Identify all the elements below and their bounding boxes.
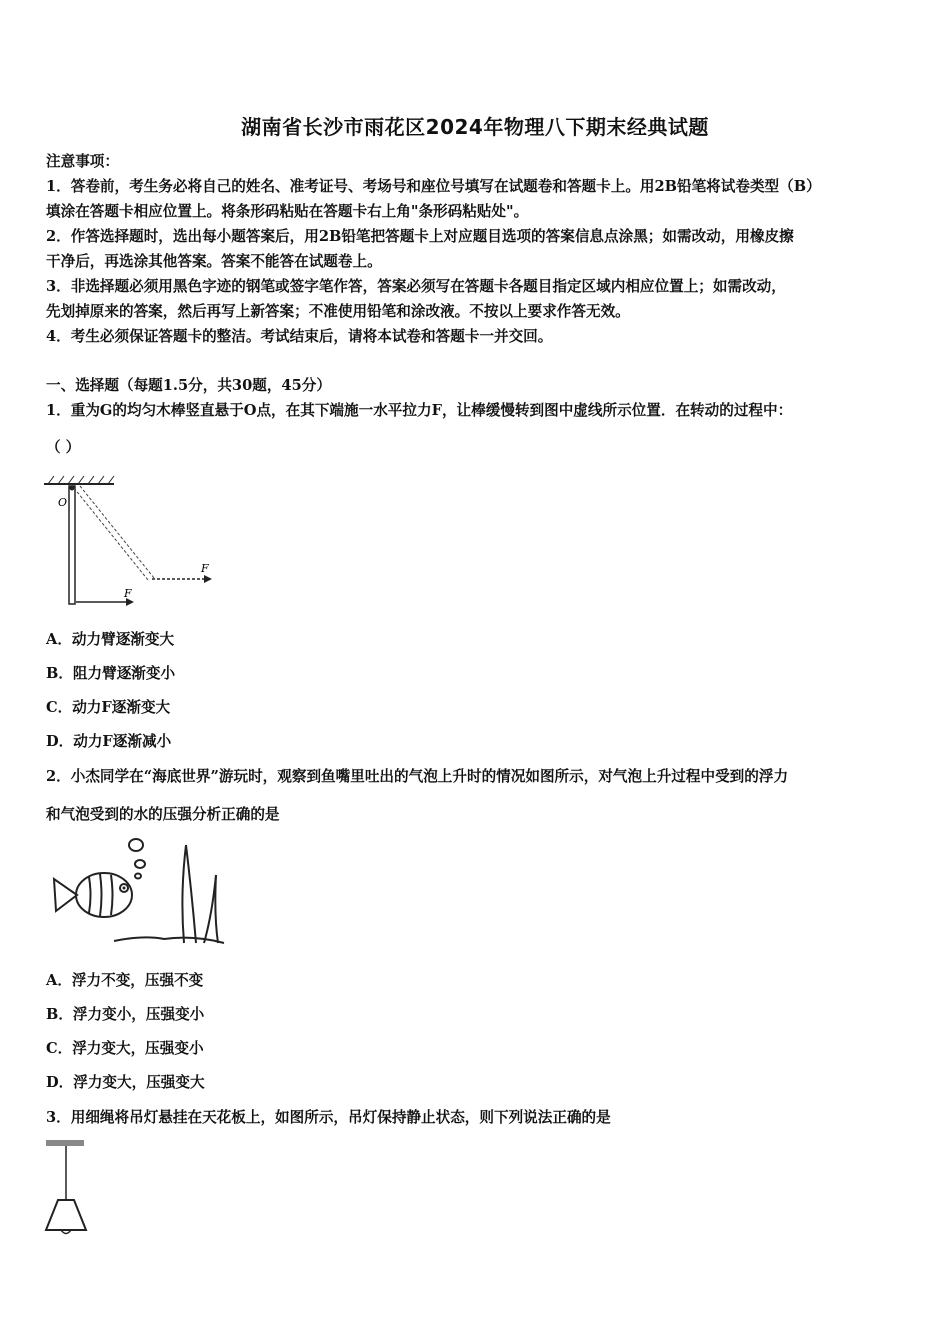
notice-line: 先划掉原来的答案，然后再写上新答案；不准使用铅笔和涂改液。不按以上要求作答无效。 — [46, 303, 630, 320]
ceiling-plate — [46, 1140, 84, 1146]
option-a: A．动力臂逐渐变大 — [46, 631, 175, 648]
question-2-stem: 和气泡受到的水的压强分析正确的是 — [46, 806, 280, 823]
option-b: B．阻力臂逐渐变小 — [46, 665, 176, 682]
option-b: B．浮力变小，压强变小 — [46, 1006, 205, 1023]
pivot-label: O — [58, 496, 68, 509]
option-a: A．浮力不变，压强不变 — [46, 972, 204, 989]
option-c: C．动力F逐渐变大 — [46, 699, 171, 716]
option-c: C．浮力变大，压强变小 — [46, 1040, 204, 1057]
notice-line: 4．考生必须保证答题卡的整洁。考试结束后，请将本试卷和答题卡一并交回。 — [46, 328, 553, 345]
notice-line: 填涂在答题卡相应位置上。将条形码粘贴在答题卡右上角"条形码粘贴处"。 — [46, 203, 529, 220]
force-label-2: F — [201, 562, 209, 575]
question-3-stem: 3．用细绳将吊灯悬挂在天花板上，如图所示，吊灯保持静止状态，则下列说法正确的是 — [46, 1109, 611, 1126]
lamp-shade — [46, 1200, 86, 1230]
vertical-rod — [69, 486, 75, 604]
ceiling-hatch — [48, 476, 114, 484]
sea-floor — [114, 937, 224, 943]
notice-line: 3．非选择题必须用黑色字迹的钢笔或签字笔作答，答案必须写在答题卡各题目指定区域内相应位置上；如需改动， — [46, 278, 786, 295]
lever-diagram — [44, 474, 224, 610]
fish — [54, 873, 132, 917]
dashed-rod — [74, 486, 154, 580]
pivot-point — [70, 486, 75, 491]
question-1-stem: 1．重为G的均匀木棒竖直悬于O点，在其下端施一水平拉力F，让棒缓慢转到图中虚线所示位置．在转动的过程中： — [46, 402, 793, 419]
section-heading: 一、选择题（每题1.5分，共30题，45分） — [46, 377, 331, 394]
hanging-lamp-diagram — [44, 1138, 94, 1238]
page-title: 湖南省长沙市雨花区2024年物理八下期末经典试题 — [241, 115, 709, 139]
force-label-1: F — [124, 587, 132, 600]
notice-line: 2．作答选择题时，选出每小题答案后，用2B铅笔把答题卡上对应题目选项的答案信息点涂黑；如需改动，用橡皮擦 — [46, 228, 794, 245]
notice-line: 1．答卷前，考生务必将自己的姓名、准考证号、考场号和座位号填写在试题卷和答题卡上。用2B铅笔将试卷类型（B） — [46, 178, 821, 195]
bubbles — [129, 839, 145, 879]
option-d: D．动力F逐渐减小 — [46, 733, 172, 750]
notice-line: 干净后，再选涂其他答案。答案不能答在试题卷上。 — [46, 253, 382, 270]
option-d: D．浮力变大，压强变大 — [46, 1074, 205, 1091]
question-1-blank: （ ） — [46, 439, 81, 456]
notice-heading: 注意事项： — [46, 153, 119, 170]
fish-bubble-diagram — [44, 835, 229, 955]
question-2-stem: 2．小杰同学在“海底世界”游玩时，观察到鱼嘴里吐出的气泡上升时的情况如图所示，对气泡上升过程中受到的浮力 — [46, 768, 789, 785]
seaweed — [182, 845, 218, 943]
